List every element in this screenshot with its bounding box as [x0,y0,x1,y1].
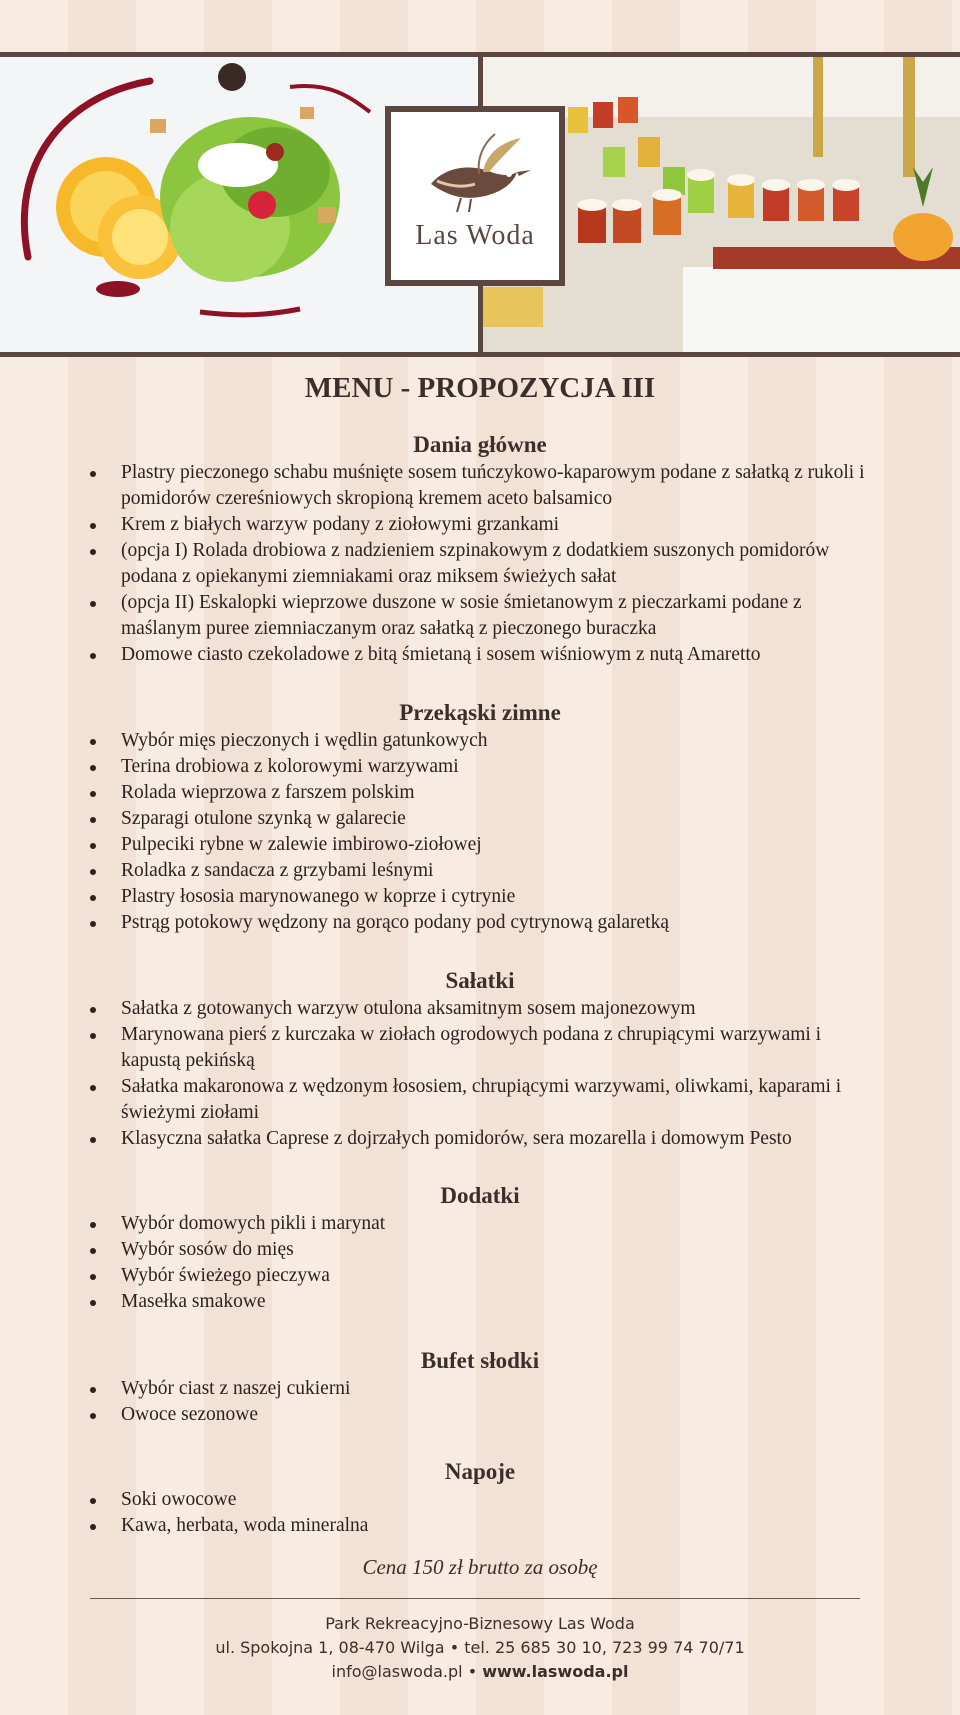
menu-list [90,728,870,936]
list-item: Domowe ciasto czekoladowe z bitą śmietaną i sosem wiśniowym z nutą Amaretto [90,642,870,668]
list-item: Wybór świeżego pieczywa [90,1263,870,1289]
list-item: Wybór ciast z naszej cukierni [90,1376,870,1402]
list-item: Masełka smakowe [90,1289,870,1315]
list-item: Soki owocowe [90,1487,870,1513]
list-item: Owoce sezonowe [90,1402,870,1428]
section-salatki [90,966,870,1152]
list-item: (opcja II) Eskalopki wieprzowe duszone w sosie śmietanowym z pieczarkami podane z maślanym puree ziemniaczanym oraz sałatką z pieczonego buraczka [90,590,870,642]
footer-address: ul. Spokojna 1, 08-470 Wilga • tel. 25 685 30 10, 723 99 74 70/71 [215,1638,745,1657]
list-item: Marynowana pierś z kurczaka w ziołach ogrodowych podana z chrupiącymi warzywami i kapustą pekińską [90,1022,870,1074]
list-item: (opcja I) Rolada drobiowa z nadzieniem szpinakowym z dodatkiem suszonych pomidorów podana z opiekanymi ziemniakami oraz miksem świeżych sałat [90,538,870,590]
list-item: Roladka z sandacza z grzybami leśnymi [90,858,870,884]
footer-contact [0,1660,960,1684]
menu-list [90,460,870,668]
section-napoje [90,1457,870,1539]
logo-text: Las Woda [415,220,535,251]
section-heading: Napoje [444,1459,516,1484]
section-przekaski-zimne [90,698,870,936]
list-item: Terina drobiowa z kolorowymi warzywami [90,754,870,780]
section-bufet-slodki [90,1346,870,1428]
header-bottom-band [0,352,960,357]
footer-website-link[interactable]: www.laswoda.pl [482,1662,629,1681]
footer-organization: Park Rekreacyjno-Biznesowy Las Woda [325,1614,635,1633]
list-item: Pulpeciki rybne w zalewie imbirowo-ziołowej [90,832,870,858]
section-dania-glowne [90,430,870,668]
section-heading: Przekąski zimne [399,700,561,725]
list-item: Klasyczna sałatka Caprese z dojrzałych pomidorów, sera mozarella i domowym Pesto [90,1126,870,1152]
section-heading: Bufet słodki [420,1348,540,1373]
list-item: Krem z białych warzyw podany z ziołowymi grzankami [90,512,870,538]
list-item: Wybór domowych pikli i marynat [90,1211,870,1237]
list-item: Kawa, herbata, woda mineralna [90,1513,870,1539]
menu-list [90,996,870,1152]
list-item: Wybór mięs pieczonych i wędlin gatunkowych [90,728,870,754]
menu-list [90,1211,870,1315]
section-dodatki [90,1181,870,1315]
footer-divider [90,1598,860,1599]
menu-list [90,1376,870,1428]
price-note: Cena 150 zł brutto za osobę [362,1555,598,1579]
list-item: Sałatka z gotowanych warzyw otulona aksamitnym sosem majonezowym [90,996,870,1022]
list-item: Plastry łososia marynowanego w koprze i cytrynie [90,884,870,910]
list-item: Wybór sosów do mięs [90,1237,870,1263]
list-item: Sałatka makaronowa z wędzonym łososiem, chrupiącymi warzywami, oliwkami, kaparami i świeżymi ziołami [90,1074,870,1126]
menu-list [90,1487,870,1539]
logo-box [385,106,565,286]
list-item: Rolada wieprzowa z farszem polskim [90,780,870,806]
bird-logo-icon [391,126,559,226]
section-heading: Dania główne [413,432,547,457]
footer-email[interactable]: info@laswoda.pl • [331,1662,478,1681]
section-heading: Dodatki [440,1183,520,1208]
footer [0,1612,960,1684]
page-title: MENU - PROPOZYCJA III [304,372,656,404]
section-heading: Sałatki [445,968,515,993]
list-item: Plastry pieczonego schabu muśnięte sosem tuńczykowo-kaparowym podane z sałatką z rukoli i pomidorów czereśniowych skropioną kremem aceto balsamico [90,460,870,512]
list-item: Pstrąg potokowy wędzony na gorąco podany pod cytrynową galaretką [90,910,870,936]
list-item: Szparagi otulone szynką w galarecie [90,806,870,832]
